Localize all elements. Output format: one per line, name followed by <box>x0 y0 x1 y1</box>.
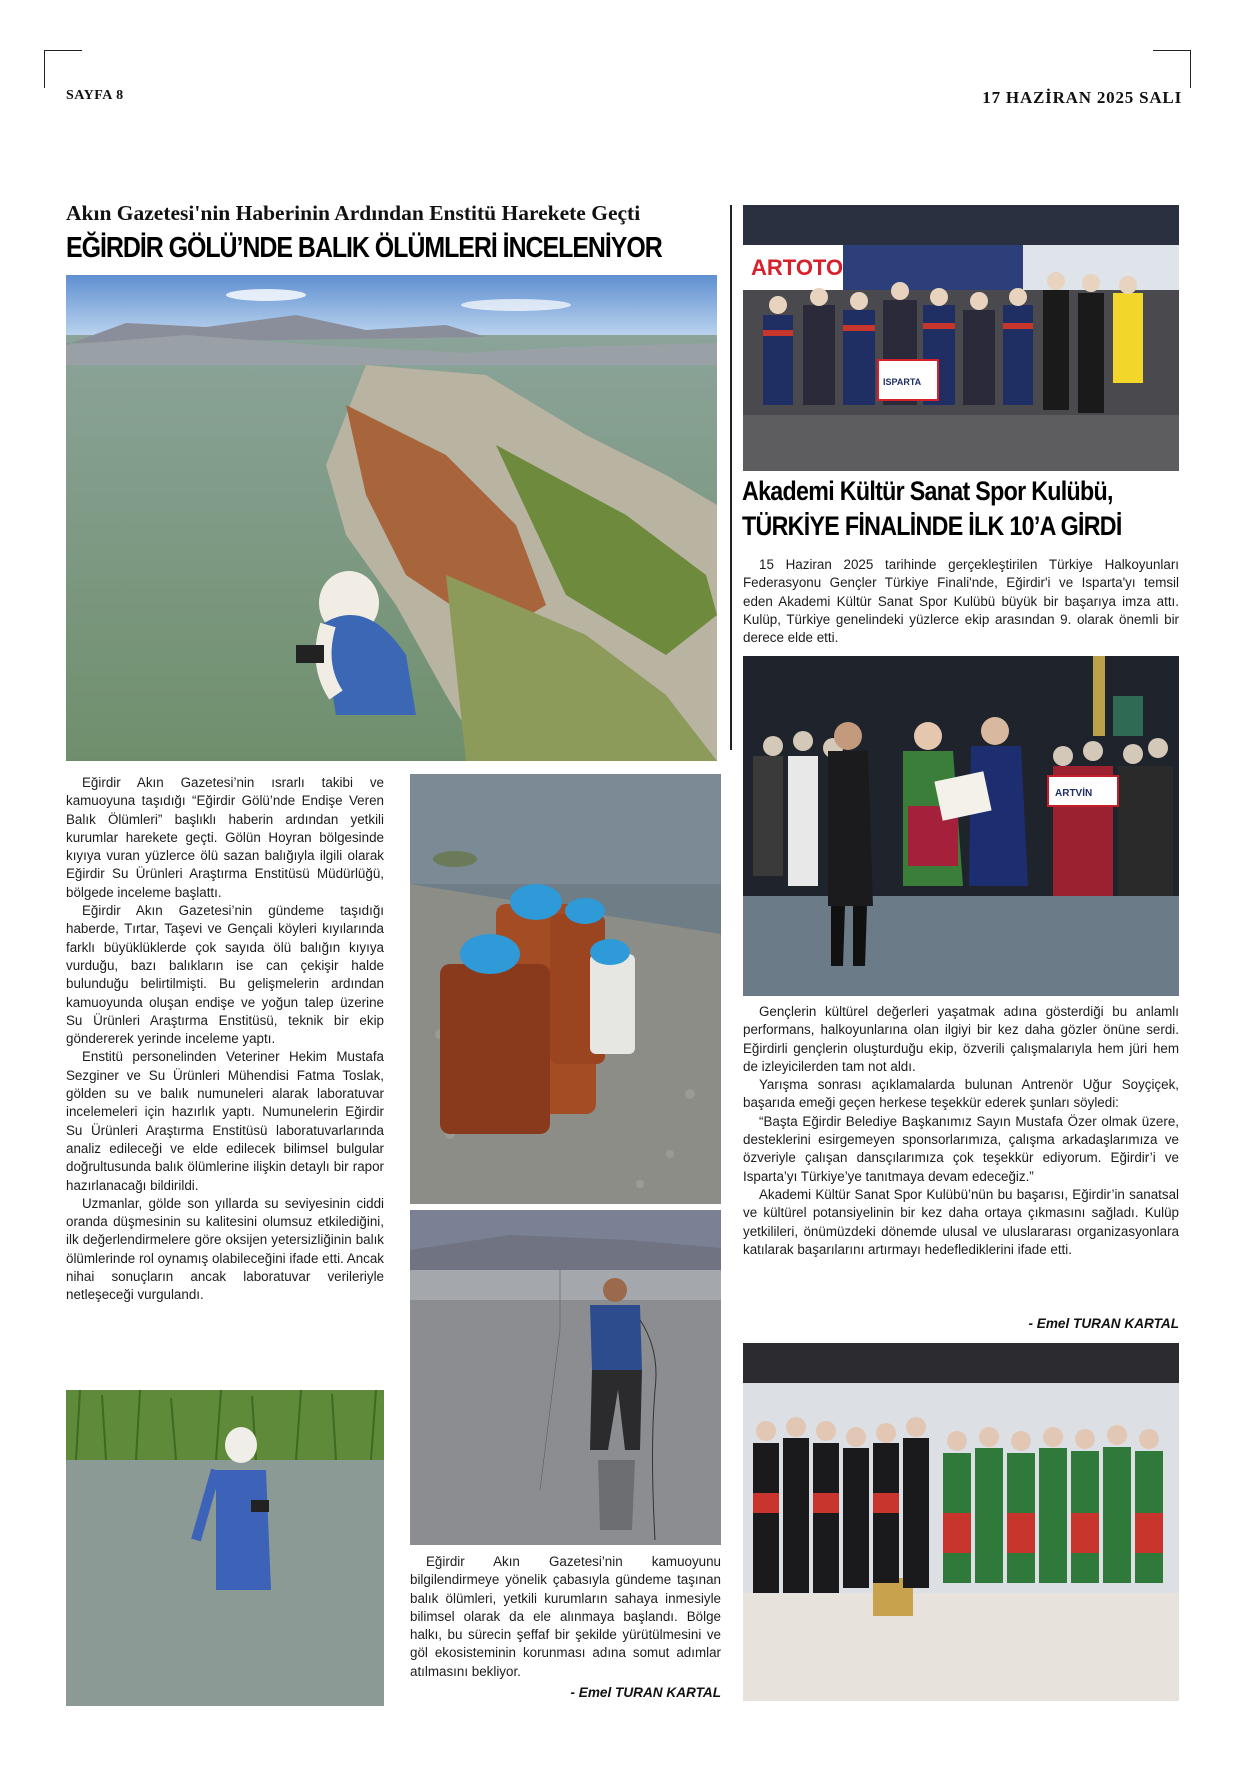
team-sign-text: ISPARTA <box>883 377 922 387</box>
man-wading-photo <box>410 1210 721 1545</box>
byline-right: - Emel TURAN KARTAL <box>1028 1316 1179 1331</box>
article-closing <box>410 1553 721 1681</box>
paragraph: Yarışma sonrası açıklamalarda bulunan Antrenör Uğur Soyçiçek, başarıda emeği geçen herkese teşekkür ederek şunları söyledi: <box>743 1077 1179 1111</box>
right-article-lead <box>743 556 1179 647</box>
artvin-sign-text: ARTVİN <box>1055 788 1093 799</box>
page-number: SAYFA 8 <box>66 88 124 103</box>
paragraph: Uzmanlar, gölde son yıllarda su seviyesinin ciddi oranda düşmesinin su kalitesini olumsuz etkilediğini, ilk değerlendirmelere göre oksijen yetersizliğinin balık ölümlerinde rol oynamış olabileceğini ifade etti. Ancak nihai sonuçların ancak laboratuvar verileriyle netleşeceği vurgulandı. <box>66 1195 384 1303</box>
paragraph: Gençlerin kültürel değerleri yaşatmak adına gösterdiği bu anlamlı performans, halkoyunlarına olan ilgiyi bir kez daha gözler önüne serdi. Eğirdirli gençlerin oluşturduğu ekip, özverili çalışmalarıyla hem jüri hem de izleyicilerden tam not aldı. <box>743 1004 1179 1074</box>
folk-dance-group-photo <box>743 205 1179 471</box>
award-ceremony-photo <box>743 656 1179 996</box>
paragraph: Eğirdir Akın Gazetesi’nin ısrarlı takibi ve kamuoyuna taşıdığı “Eğirdir Gölü’nde Endişe Veren Balık Ölümleri” başlıklı haberin ardından yetkili kurumlar harekete geçti. Gölün Hoyran bölgesinde kıyıya vuran yüzlerce ölü sazan balığıyla ilgili olarak Eğirdir Su Ürünleri Araştırma Enstitüsü Müdürlüğü, bölgede inceleme başlattı. <box>66 775 384 900</box>
sample-bottles-photo <box>410 774 721 1204</box>
dancers-posing-photo <box>743 1343 1179 1701</box>
crop-mark-top-left <box>44 50 82 88</box>
paragraph: Eğirdir Akın Gazetesi’nin kamuoyunu bilgilendirmeye yönelik çabasıyla gündeme taşınan balık ölümleri, yetkili kurumların sahaya inmesiyle bilimsel olarak da ele alınmaya başlandı. Bölge halkı, bu sürecin şeffaf bir şekilde yürütülmesini ve göl ekosisteminin korunması adına somut adımlar atılmasını bekliyor. <box>410 1554 721 1679</box>
right-article-body <box>743 1003 1179 1259</box>
right-headline-line2: TÜRKİYE FİNALİNDE İLK 10’A GİRDİ <box>742 511 1122 541</box>
crop-mark-top-right <box>1153 50 1191 88</box>
paragraph: 15 Haziran 2025 tarihinde gerçekleştirilen Türkiye Halkoyunları Federasyonu Gençler Türkiye Finali'nde, Eğirdir'i ve Isparta'yı temsil eden Akademi Kültür Sanat Spor Kulübü büyük bir başarıya imza attı. Kulüp, Türkiye genelindeki yüzlerce ekip arasından 9. olarak önemli bir derece elde etti. <box>743 557 1179 646</box>
page-date: 17 HAZİRAN 2025 SALI <box>982 88 1182 107</box>
column-divider <box>730 205 732 750</box>
article-body-left <box>66 774 384 1305</box>
stage-banner-text: ARTOTO <box>751 255 844 280</box>
paragraph: Eğirdir Akın Gazetesi’nin gündeme taşıdığı haberde, Tırtar, Taşevi ve Gençali köyleri kıyılarında farklı büyüklüklerde çok sayıda ölü balığın kıyıya vurduğu, bazı balıkların ise can çekişir halde bulunduğu belirtilmişti. Bu gelişmelerin ardından kamuoyunda oluşan endişe ve yoğun talep üzerine Su Ürünleri Araştırma Enstitüsü, teknik bir ekip göndererek yerinde inceleme yaptı. <box>66 903 384 1047</box>
paragraph: Enstitü personelinden Veteriner Hekim Mustafa Sezginer ve Su Ürünleri Mühendisi Fatma Toslak, gölden su ve balık numuneleri alarak laboratuvar incelemeleri için hazırlık yaptı. Numunelerin Eğirdir Su Ürünleri Araştırma Enstitüsü laboratuvarlarında analiz edileceği ve elde edilecek bilimsel bulgular doğrultusunda balık ölümlerine ilişkin detaylı bir rapor hazırlanacağı bildirildi. <box>66 1049 384 1193</box>
paragraph: “Başta Eğirdir Belediye Başkanımız Sayın Mustafa Özer olmak üzere, desteklerini esirgemeyen sponsorlarımıza, çalışma arkadaşlarımıza ve özveriyle çalışan dansçılarımıza çok teşekkür ediyorum. Eğirdir’i ve Isparta’yı Türkiye’ye tanıtmaya devam edeceğiz.” <box>743 1113 1179 1184</box>
woman-in-lake-photo <box>66 1390 384 1706</box>
paragraph: Akademi Kültür Sanat Spor Kulübü’nün bu başarısı, Eğirdir’in sanatsal ve kültürel potansiyelinin bir kez daha ortaya çıkmasını sağladı. Kulüp yetkilileri, önümüzdeki dönemde ulusal ve uluslararası organizasyonlara katılarak başarılarını artırmayı hedeflediklerini ifade etti. <box>743 1186 1179 1257</box>
article-headline: EĞİRDİR GÖLÜ’NDE BALIK ÖLÜMLERİ İNCELENİYOR <box>66 232 662 264</box>
article-kicker: Akın Gazetesi'nin Haberinin Ardından Enstitü Harekete Geçti <box>66 201 641 225</box>
byline-left: - Emel TURAN KARTAL <box>570 1685 721 1700</box>
right-headline-line1: Akademi Kültür Sanat Spor Kulübü, <box>742 476 1113 506</box>
lake-shore-photo <box>66 275 717 761</box>
